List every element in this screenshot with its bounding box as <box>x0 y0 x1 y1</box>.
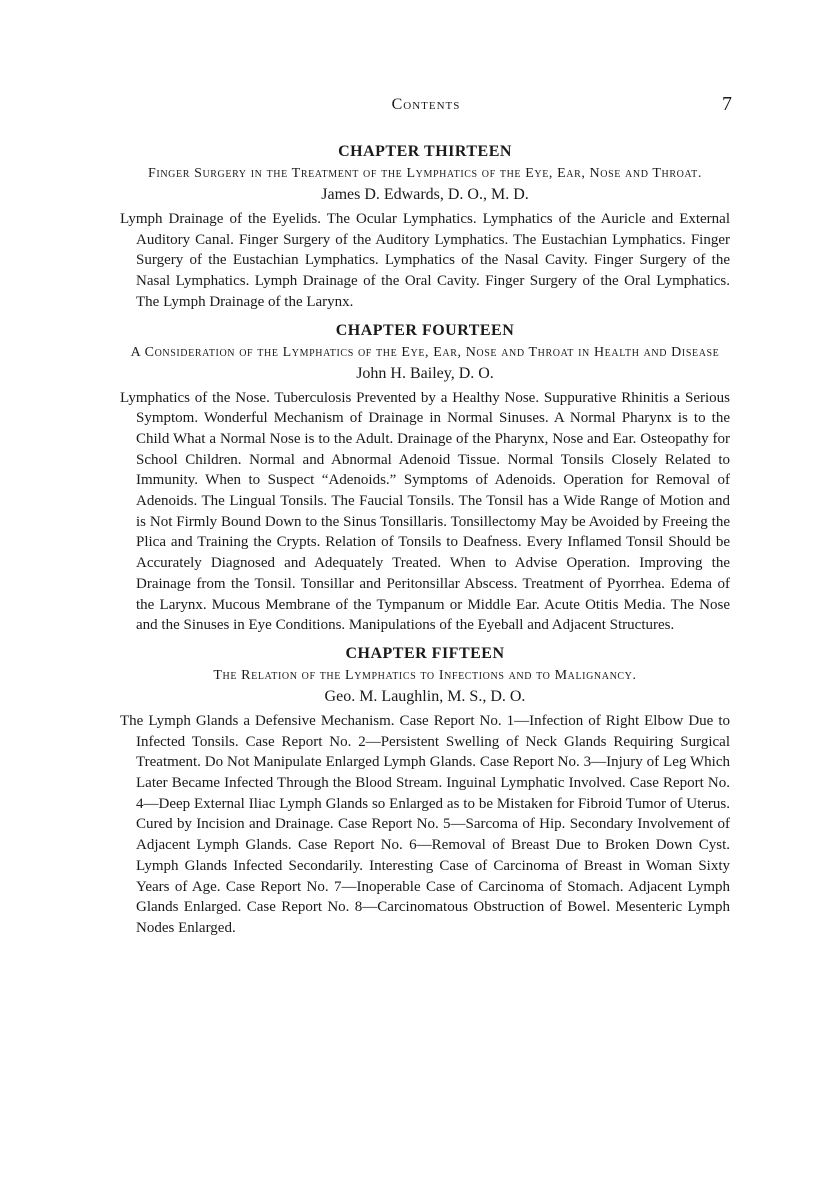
chapter-entry-thirteen <box>120 142 730 313</box>
chapter-author: John H. Bailey, D. O. <box>356 364 494 382</box>
chapter-author: James D. Edwards, D. O., M. D. <box>321 186 529 203</box>
chapter-summary: The Lymph Glands a Defensive Mechanism. Case Report No. 1—Infection of Right Elbow Due to Infected Tonsils. Case Report No. 2—Persistent Swelling of Neck Glands Requiring Surgical Treatment. Do Not Manipulate Enlarged Lymph Glands. Case Report No. 3—Injury of Leg Which Later Became Infected Through the Blood Stream. Inguinal Lymphatic Involved. Case Report No. 4—Deep External Iliac Lymph Glands so Enlarged as to be Mistaken for Fibroid Tumor of Uterus. Cured by Incision and Drainage. Case Report No. 5—Sarcoma of Hip. Secondary Involvement of Adjacent Lymph Glands. Case Report No. 6—Removal of Breast Due to Broken Down Cyst. Lymph Glands Infected Secondarily. Interesting Case of Carcinoma of Breast in Woman Sixty Years of Age. Case Report No. 7—Inoperable Case of Carcinoma of Stomach. Adjacent Lymph Glands Enlarged. Case Report No. 8—Carcinomatous Obstruction of Bowel. Mesenteric Lymph Nodes Enlarged. <box>120 712 730 936</box>
chapter-heading: CHAPTER THIRTEEN <box>338 143 512 160</box>
chapter-title: A Consideration of the Lymphatics of the Eye, Ear, Nose and Throat in Health and Disease <box>130 344 720 360</box>
running-head <box>120 93 732 126</box>
chapter-author: Geo. M. Laughlin, M. S., D. O. <box>324 687 526 705</box>
chapter-summary: Lymph Drainage of the Eyelids. The Ocular Lymphatics. Lymphatics of the Auricle and External Auditory Canal. Finger Surgery of the Auditory Lymphatics. The Eustachian Lymphatics. Finger Surgery of the Eustachian Lymphatics. Lymphatics of the Nasal Cavity. Finger Surgery of the Nasal Lymphatics. Lymph Drainage of the Oral Cavity. Finger Surgery of the Oral Lymphatics. The Lymph Drainage of the Larynx. <box>120 211 730 310</box>
chapter-entry-fifteen <box>120 644 730 939</box>
running-title: Contents <box>391 96 461 113</box>
chapter-heading: CHAPTER FOURTEEN <box>335 321 515 339</box>
chapter-title: Finger Surgery in the Treatment of the Lymphatics of the Eye, Ear, Nose and Throat. <box>148 166 702 181</box>
chapter-title: The Relation of the Lymphatics to Infections and to Malignancy. <box>213 667 637 683</box>
chapter-summary: Lymphatics of the Nose. Tuberculosis Prevented by a Healthy Nose. Suppurative Rhinitis a Serious Symptom. Wonderful Mechanism of Drainage in Normal Sinuses. A Normal Pharynx is to the Child What a Normal Nose is to the Adult. Drainage of the Pharynx, Nose and Ear. Osteopathy for School Children. Normal and Abnormal Adenoid Tissue. Normal Tonsils Closely Related to Immunity. When to Suspect “Adenoids.” Symptoms of Adenoids. Operation for Removal of Adenoids. The Lingual Tonsils. The Faucial Tonsils. The Tonsil has a Wide Range of Motion and is Not Firmly Bound Down to the Sinus Tonsillaris. Tonsillectomy May be Avoided by Freeing the Plica and Training the Crypts. Relation of Tonsils to Deafness. Every Inflamed Tonsil Should be Accurately Diagnosed and Adequately Treated. When to Advise Operation. Improving the Drainage from the Tonsil. Tonsillar and Peritonsillar Abscess. Treatment of Pyorrhea. Edema of the Larynx. Mucous Membrane of the Tympanum or Middle Ear. Acute Otitis Media. The Nose and the Sinuses in Eye Conditions. Manipulations of the Eyeball and Adjacent Structures. <box>120 389 730 634</box>
chapter-entry-fourteen <box>120 321 730 636</box>
page-number: 7 <box>722 93 732 115</box>
chapter-heading: CHAPTER FIFTEEN <box>345 644 505 662</box>
contents-body <box>120 142 730 939</box>
